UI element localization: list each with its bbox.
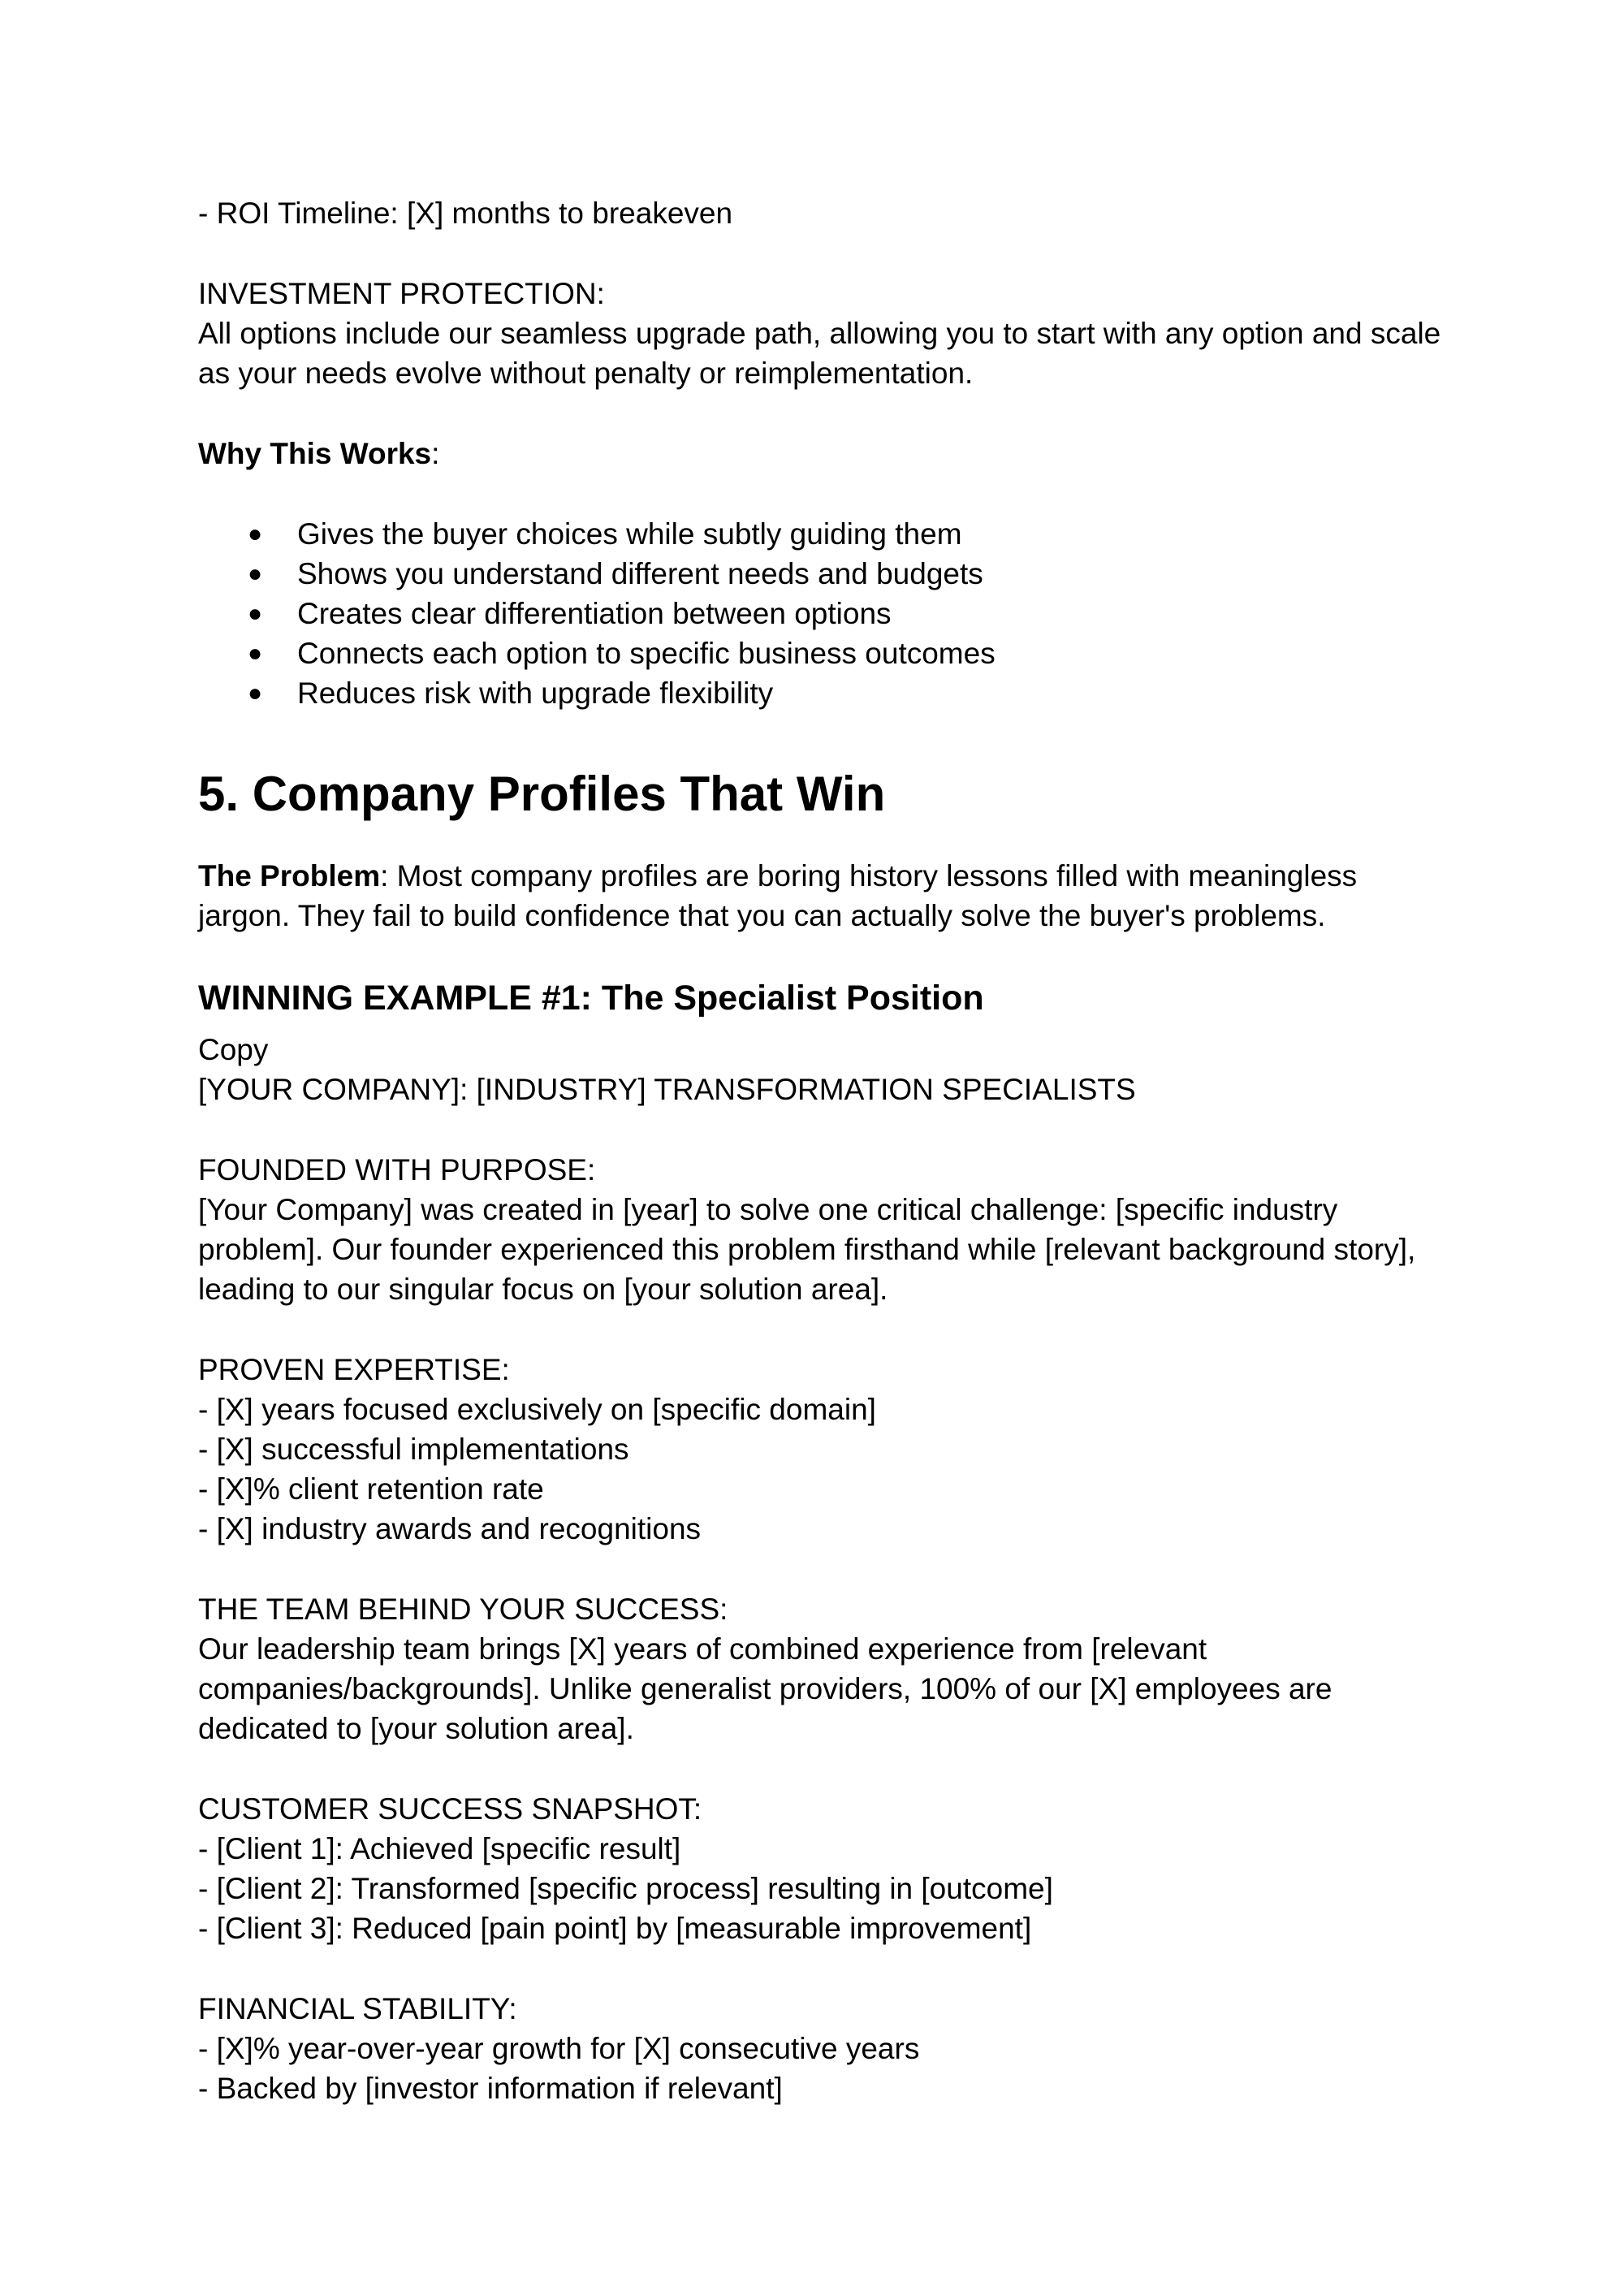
company-header-line: [YOUR COMPANY]: [INDUSTRY] TRANSFORMATION SPECIALISTS [198,1073,1136,1106]
expertise-item: - [X] years focused exclusively on [specific domain] [198,1393,876,1426]
founded-heading: FOUNDED WITH PURPOSE: [198,1153,596,1186]
financial-item: - [X]% year-over-year growth for [X] consecutive years [198,2032,920,2065]
list-item-text: Reduces risk with upgrade flexibility [297,676,774,710]
roi-timeline-line: - ROI Timeline: [X] months to breakeven [198,197,733,230]
bullet-icon: ● [248,521,263,547]
copy-label: Copy [198,1033,269,1066]
team-heading: THE TEAM BEHIND YOUR SUCCESS: [198,1593,728,1626]
list-item [198,554,1449,594]
list-item-text: Connects each option to specific business outcomes [297,637,996,670]
bullet-icon: ● [248,560,263,587]
customer-item: - [Client 3]: Reduced [pain point] by [measurable improvement] [198,1912,1032,1945]
bullet-icon: ● [248,680,263,707]
example-1-title: WINNING EXAMPLE #1: The Specialist Position [198,979,984,1018]
document-page [198,193,1449,2108]
customer-item: - [Client 1]: Achieved [specific result] [198,1832,681,1865]
expertise-item: - [X]% client retention rate [198,1472,544,1506]
why-this-works-list [198,514,1449,713]
list-item-text: Shows you understand different needs and budgets [297,557,983,590]
why-this-works-colon: : [431,437,440,470]
customer-success-heading: CUSTOMER SUCCESS SNAPSHOT: [198,1792,702,1826]
list-item [198,594,1449,633]
investment-protection-heading: INVESTMENT PROTECTION: [198,277,605,310]
expertise-heading: PROVEN EXPERTISE: [198,1353,510,1386]
list-item-text: Gives the buyer choices while subtly guiding them [297,517,962,551]
founded-text: [Your Company] was created in [year] to solve one critical challenge: [specific industry problem]. Our founder experienced this problem firsthand while [relevant background story], leading to our singular focus on [your solution area]. [198,1193,1424,1306]
why-this-works-bold: Why This Works [198,437,432,470]
bullet-icon: ● [248,640,263,667]
expertise-item: - [X] successful implementations [198,1433,629,1466]
team-text: Our leadership team brings [X] years of combined experience from [relevant companies/backgrounds]. Unlike generalist providers, 100% of our [X] employees are dedicated to [your solution area]. [198,1632,1341,1745]
list-item [198,514,1449,554]
financial-item: - Backed by [investor information if relevant] [198,2072,783,2105]
financial-heading: FINANCIAL STABILITY: [198,1992,517,2025]
problem-paragraph [198,856,1449,936]
list-item [198,633,1449,673]
customer-item: - [Client 2]: Transformed [specific process] resulting in [outcome] [198,1872,1053,1905]
problem-text: : Most company profiles are boring history lessons filled with meaningless jargon. They fail to build confidence that you can actually solve the buyer's problems. [198,859,1366,932]
investment-protection-text: All options include our seamless upgrade path, allowing you to start with any option and scale as your needs evolve without penalty or reimplementation. [198,317,1449,390]
why-this-works-label [198,434,1449,473]
list-item [198,673,1449,713]
problem-label: The Problem [198,859,381,892]
list-item-text: Creates clear differentiation between options [297,597,892,630]
expertise-item: - [X] industry awards and recognitions [198,1512,702,1545]
bullet-icon: ● [248,600,263,627]
section-5-title: 5. Company Profiles That Win [198,767,886,821]
